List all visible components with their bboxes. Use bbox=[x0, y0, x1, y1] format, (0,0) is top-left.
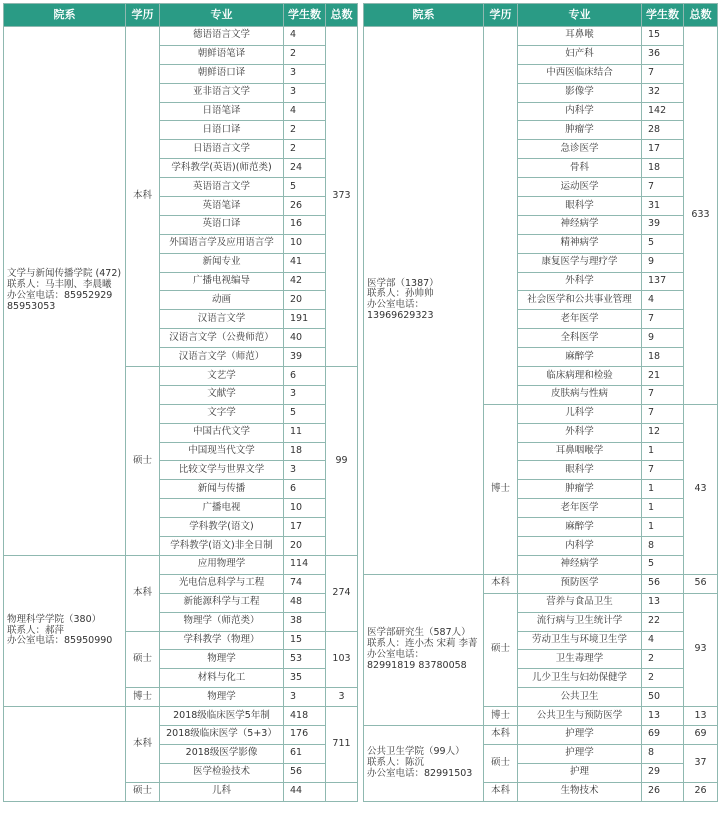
student-count-cell: 2 bbox=[284, 140, 326, 159]
table-row bbox=[364, 27, 718, 46]
college-info-line: 联系人：郝萍 bbox=[7, 624, 65, 636]
student-count-cell: 3 bbox=[284, 461, 326, 480]
major-cell: 日语口译 bbox=[160, 121, 284, 140]
major-cell: 日语语言文学 bbox=[160, 140, 284, 159]
student-count-cell: 9 bbox=[642, 253, 684, 272]
college-info-line: 办公室电话：13969629323 bbox=[367, 299, 434, 322]
student-count-cell: 44 bbox=[284, 782, 326, 801]
degree-cell: 博士 bbox=[126, 688, 160, 707]
group-total-cell: 43 bbox=[684, 404, 718, 574]
table-row bbox=[4, 555, 358, 574]
group-total-cell: 373 bbox=[326, 27, 358, 367]
major-cell: 汉语言文学 bbox=[160, 310, 284, 329]
student-count-cell: 48 bbox=[284, 593, 326, 612]
college-info-line: 医学部研究生（587人） bbox=[367, 627, 471, 639]
student-count-cell: 31 bbox=[642, 197, 684, 216]
student-count-cell: 24 bbox=[284, 159, 326, 178]
major-cell: 临床病理和检验 bbox=[518, 367, 642, 386]
degree-cell: 硕士 bbox=[126, 782, 160, 801]
header-college: 院系 bbox=[4, 4, 126, 27]
group-total-cell: 13 bbox=[684, 707, 718, 726]
major-cell: 新能源科学与工程 bbox=[160, 593, 284, 612]
major-cell: 物理学 bbox=[160, 650, 284, 669]
student-count-cell: 4 bbox=[284, 27, 326, 46]
major-cell: 公共卫生与预防医学 bbox=[518, 707, 642, 726]
college-cell bbox=[4, 27, 126, 556]
student-count-cell: 7 bbox=[642, 461, 684, 480]
major-cell: 文字学 bbox=[160, 404, 284, 423]
major-cell: 卫生毒理学 bbox=[518, 650, 642, 669]
major-cell: 生物技术 bbox=[518, 782, 642, 801]
major-cell: 新闻专业 bbox=[160, 253, 284, 272]
college-info-line: 联系人：马丰刚、李晨曦 bbox=[7, 279, 112, 291]
degree-cell: 博士 bbox=[484, 404, 518, 574]
major-cell: 英语口译 bbox=[160, 215, 284, 234]
student-count-cell: 18 bbox=[284, 442, 326, 461]
major-cell: 儿科学 bbox=[518, 404, 642, 423]
group-total-cell: 37 bbox=[684, 744, 718, 782]
degree-cell: 本科 bbox=[126, 555, 160, 631]
student-count-cell: 2 bbox=[284, 45, 326, 64]
group-total-cell: 26 bbox=[684, 782, 718, 801]
student-count-cell: 56 bbox=[642, 574, 684, 593]
major-cell: 英语笔译 bbox=[160, 197, 284, 216]
group-total-cell: 274 bbox=[326, 555, 358, 631]
student-count-cell: 7 bbox=[642, 385, 684, 404]
student-count-cell: 35 bbox=[284, 669, 326, 688]
major-cell: 全科医学 bbox=[518, 329, 642, 348]
major-cell: 汉语言文学（师范） bbox=[160, 348, 284, 367]
student-count-cell: 12 bbox=[642, 423, 684, 442]
student-count-cell: 20 bbox=[284, 291, 326, 310]
student-count-cell: 38 bbox=[284, 612, 326, 631]
student-count-cell: 56 bbox=[284, 763, 326, 782]
major-cell: 中国古代文学 bbox=[160, 423, 284, 442]
group-total-cell: 56 bbox=[684, 574, 718, 593]
degree-cell: 本科 bbox=[484, 782, 518, 801]
major-cell: 皮肤病与性病 bbox=[518, 385, 642, 404]
student-count-cell: 10 bbox=[284, 234, 326, 253]
college-info-line: 办公室电话：82991503 bbox=[367, 767, 473, 779]
major-cell: 比较文学与世界文学 bbox=[160, 461, 284, 480]
header-college: 院系 bbox=[364, 4, 484, 27]
major-cell: 内科学 bbox=[518, 102, 642, 121]
student-count-cell: 18 bbox=[642, 348, 684, 367]
student-count-cell: 3 bbox=[284, 83, 326, 102]
table-row bbox=[364, 574, 718, 593]
student-count-cell: 2 bbox=[642, 669, 684, 688]
student-count-cell: 418 bbox=[284, 707, 326, 726]
major-cell: 麻醉学 bbox=[518, 518, 642, 537]
student-count-cell: 69 bbox=[642, 725, 684, 744]
group-total-cell: 711 bbox=[326, 707, 358, 783]
student-count-cell: 13 bbox=[642, 707, 684, 726]
major-cell: 外国语言学及应用语言学 bbox=[160, 234, 284, 253]
student-count-cell: 26 bbox=[642, 782, 684, 801]
major-cell: 眼科学 bbox=[518, 461, 642, 480]
major-cell: 儿少卫生与妇幼保健学 bbox=[518, 669, 642, 688]
major-cell: 妇产科 bbox=[518, 45, 642, 64]
major-cell: 流行病与卫生统计学 bbox=[518, 612, 642, 631]
student-count-cell: 191 bbox=[284, 310, 326, 329]
student-count-cell: 41 bbox=[284, 253, 326, 272]
student-count-cell: 7 bbox=[642, 310, 684, 329]
major-cell: 中国现当代文学 bbox=[160, 442, 284, 461]
college-info-line: 联系人：连小杰 宋莉 李菁 bbox=[367, 637, 478, 649]
header-row bbox=[364, 4, 718, 27]
major-cell: 老年医学 bbox=[518, 499, 642, 518]
table-row bbox=[4, 707, 358, 726]
major-cell: 朝鲜语口译 bbox=[160, 64, 284, 83]
student-count-cell: 8 bbox=[642, 744, 684, 763]
major-cell: 中西医临床结合 bbox=[518, 64, 642, 83]
student-count-cell: 74 bbox=[284, 574, 326, 593]
degree-cell: 博士 bbox=[484, 707, 518, 726]
group-total-cell: 3 bbox=[326, 688, 358, 707]
student-count-cell: 42 bbox=[284, 272, 326, 291]
degree-cell: 本科 bbox=[484, 725, 518, 744]
student-count-cell: 1 bbox=[642, 442, 684, 461]
major-cell: 老年医学 bbox=[518, 310, 642, 329]
header-students: 学生数 bbox=[284, 4, 326, 27]
major-cell: 物理学 bbox=[160, 688, 284, 707]
student-count-cell: 53 bbox=[284, 650, 326, 669]
student-count-cell: 9 bbox=[642, 329, 684, 348]
enrollment-table-left bbox=[3, 3, 358, 802]
student-count-cell: 8 bbox=[642, 537, 684, 556]
student-count-cell: 18 bbox=[642, 159, 684, 178]
student-count-cell: 142 bbox=[642, 102, 684, 121]
major-cell: 精神病学 bbox=[518, 234, 642, 253]
student-count-cell: 137 bbox=[642, 272, 684, 291]
major-cell: 广播电视编导 bbox=[160, 272, 284, 291]
student-count-cell: 7 bbox=[642, 404, 684, 423]
group-total-cell bbox=[326, 782, 358, 801]
college-cell bbox=[364, 574, 484, 725]
major-cell: 文献学 bbox=[160, 385, 284, 404]
student-count-cell: 36 bbox=[642, 45, 684, 64]
student-count-cell: 176 bbox=[284, 725, 326, 744]
college-info-line: 联系人：陈沉 bbox=[367, 756, 425, 768]
major-cell: 日语笔译 bbox=[160, 102, 284, 121]
degree-cell: 本科 bbox=[484, 574, 518, 593]
major-cell: 汉语言文学（公费师范） bbox=[160, 329, 284, 348]
student-count-cell: 1 bbox=[642, 499, 684, 518]
student-count-cell: 7 bbox=[642, 64, 684, 83]
major-cell: 神经病学 bbox=[518, 215, 642, 234]
header-degree: 学历 bbox=[484, 4, 518, 27]
student-count-cell: 6 bbox=[284, 480, 326, 499]
student-count-cell: 3 bbox=[284, 385, 326, 404]
major-cell: 影像学 bbox=[518, 83, 642, 102]
degree-cell: 本科 bbox=[126, 707, 160, 783]
group-total-cell: 103 bbox=[326, 631, 358, 688]
student-count-cell: 5 bbox=[284, 404, 326, 423]
major-cell: 社会医学和公共事业管理 bbox=[518, 291, 642, 310]
degree-cell: 硕士 bbox=[484, 593, 518, 706]
group-total-cell: 99 bbox=[326, 367, 358, 556]
major-cell: 外科学 bbox=[518, 423, 642, 442]
degree-cell: 硕士 bbox=[126, 367, 160, 556]
major-cell: 英语语言文学 bbox=[160, 178, 284, 197]
college-cell bbox=[364, 27, 484, 575]
student-count-cell: 10 bbox=[284, 499, 326, 518]
college-info-line: 物理科学学院（380） bbox=[7, 613, 102, 625]
header-degree: 学历 bbox=[126, 4, 160, 27]
student-count-cell: 39 bbox=[284, 348, 326, 367]
major-cell: 儿科 bbox=[160, 782, 284, 801]
major-cell: 文艺学 bbox=[160, 367, 284, 386]
student-count-cell: 17 bbox=[284, 518, 326, 537]
college-info-line: 联系人：孙帅帅 bbox=[367, 288, 434, 300]
major-cell: 光电信息科学与工程 bbox=[160, 574, 284, 593]
major-cell: 医学检验技术 bbox=[160, 763, 284, 782]
student-count-cell: 29 bbox=[642, 763, 684, 782]
header-students: 学生数 bbox=[642, 4, 684, 27]
degree-cell: 硕士 bbox=[126, 631, 160, 688]
college-cell bbox=[364, 725, 484, 801]
major-cell: 内科学 bbox=[518, 537, 642, 556]
student-count-cell: 32 bbox=[642, 83, 684, 102]
major-cell: 肿瘤学 bbox=[518, 480, 642, 499]
major-cell: 公共卫生 bbox=[518, 688, 642, 707]
student-count-cell: 5 bbox=[642, 234, 684, 253]
major-cell: 学科教学（物理） bbox=[160, 631, 284, 650]
student-count-cell: 4 bbox=[642, 631, 684, 650]
student-count-cell: 114 bbox=[284, 555, 326, 574]
header-row bbox=[4, 4, 358, 27]
student-count-cell: 21 bbox=[642, 367, 684, 386]
major-cell: 2018级临床医学（5+3） bbox=[160, 725, 284, 744]
header-major: 专业 bbox=[160, 4, 284, 27]
student-count-cell: 1 bbox=[642, 480, 684, 499]
student-count-cell: 3 bbox=[284, 64, 326, 83]
college-cell bbox=[4, 555, 126, 706]
college-info-line: 85953053 bbox=[7, 300, 56, 312]
major-cell: 德语语言文学 bbox=[160, 27, 284, 46]
student-count-cell: 5 bbox=[284, 178, 326, 197]
major-cell: 新闻与传播 bbox=[160, 480, 284, 499]
major-cell: 材料与化工 bbox=[160, 669, 284, 688]
major-cell: 2018级医学影像 bbox=[160, 744, 284, 763]
student-count-cell: 4 bbox=[642, 291, 684, 310]
major-cell: 应用物理学 bbox=[160, 555, 284, 574]
major-cell: 学科教学(语文) bbox=[160, 518, 284, 537]
group-total-cell: 633 bbox=[684, 27, 718, 405]
student-count-cell: 61 bbox=[284, 744, 326, 763]
major-cell: 动画 bbox=[160, 291, 284, 310]
student-count-cell: 6 bbox=[284, 367, 326, 386]
major-cell: 眼科学 bbox=[518, 197, 642, 216]
student-count-cell: 11 bbox=[284, 423, 326, 442]
major-cell: 广播电视 bbox=[160, 499, 284, 518]
degree-cell bbox=[484, 27, 518, 405]
college-info-line: 82991819 83780058 bbox=[367, 659, 467, 671]
student-count-cell: 3 bbox=[284, 688, 326, 707]
major-cell: 护理学 bbox=[518, 744, 642, 763]
student-count-cell: 40 bbox=[284, 329, 326, 348]
major-cell: 外科学 bbox=[518, 272, 642, 291]
major-cell: 学科教学(英语)(师范类) bbox=[160, 159, 284, 178]
college-info-line: 办公室电话： bbox=[367, 648, 425, 660]
major-cell: 学科教学(语文)非全日制 bbox=[160, 537, 284, 556]
major-cell: 朝鲜语笔译 bbox=[160, 45, 284, 64]
student-count-cell: 15 bbox=[642, 27, 684, 46]
student-count-cell: 2 bbox=[284, 121, 326, 140]
header-total: 总数 bbox=[684, 4, 718, 27]
major-cell: 耳鼻咽喉学 bbox=[518, 442, 642, 461]
major-cell: 麻醉学 bbox=[518, 348, 642, 367]
major-cell: 2018级临床医学5年制 bbox=[160, 707, 284, 726]
major-cell: 亚非语言文学 bbox=[160, 83, 284, 102]
header-total: 总数 bbox=[326, 4, 358, 27]
table-row bbox=[4, 27, 358, 46]
student-count-cell: 20 bbox=[284, 537, 326, 556]
major-cell: 护理 bbox=[518, 763, 642, 782]
enrollment-table-right bbox=[363, 3, 718, 802]
student-count-cell: 26 bbox=[284, 197, 326, 216]
major-cell: 劳动卫生与环境卫生学 bbox=[518, 631, 642, 650]
college-info-line: 文学与新闻传播学院 (472) bbox=[7, 268, 122, 280]
student-count-cell: 17 bbox=[642, 140, 684, 159]
student-count-cell: 1 bbox=[642, 518, 684, 537]
student-count-cell: 28 bbox=[642, 121, 684, 140]
student-count-cell: 7 bbox=[642, 178, 684, 197]
student-count-cell: 4 bbox=[284, 102, 326, 121]
group-total-cell: 93 bbox=[684, 593, 718, 706]
student-count-cell: 15 bbox=[284, 631, 326, 650]
college-info-line: 办公室电话：85952929 bbox=[7, 289, 113, 301]
major-cell: 耳鼻喉 bbox=[518, 27, 642, 46]
major-cell: 神经病学 bbox=[518, 555, 642, 574]
student-count-cell: 22 bbox=[642, 612, 684, 631]
student-count-cell: 50 bbox=[642, 688, 684, 707]
college-cell bbox=[4, 707, 126, 801]
header-major: 专业 bbox=[518, 4, 642, 27]
major-cell: 肿瘤学 bbox=[518, 121, 642, 140]
student-count-cell: 5 bbox=[642, 555, 684, 574]
major-cell: 物理学（师范类） bbox=[160, 612, 284, 631]
major-cell: 康复医学与理疗学 bbox=[518, 253, 642, 272]
major-cell: 急诊医学 bbox=[518, 140, 642, 159]
degree-cell: 硕士 bbox=[484, 744, 518, 782]
college-info-line: 医学部（1387） bbox=[367, 277, 439, 289]
major-cell: 护理学 bbox=[518, 725, 642, 744]
group-total-cell: 69 bbox=[684, 725, 718, 744]
student-count-cell: 2 bbox=[642, 650, 684, 669]
degree-cell: 本科 bbox=[126, 27, 160, 367]
major-cell: 营养与食品卫生 bbox=[518, 593, 642, 612]
major-cell: 运动医学 bbox=[518, 178, 642, 197]
student-count-cell: 39 bbox=[642, 215, 684, 234]
student-count-cell: 13 bbox=[642, 593, 684, 612]
major-cell: 骨科 bbox=[518, 159, 642, 178]
college-info-line: 公共卫生学院（99人） bbox=[367, 745, 465, 757]
table-row bbox=[364, 725, 718, 744]
major-cell: 预防医学 bbox=[518, 574, 642, 593]
student-count-cell: 16 bbox=[284, 215, 326, 234]
college-info-line: 办公室电话：85950990 bbox=[7, 635, 113, 647]
